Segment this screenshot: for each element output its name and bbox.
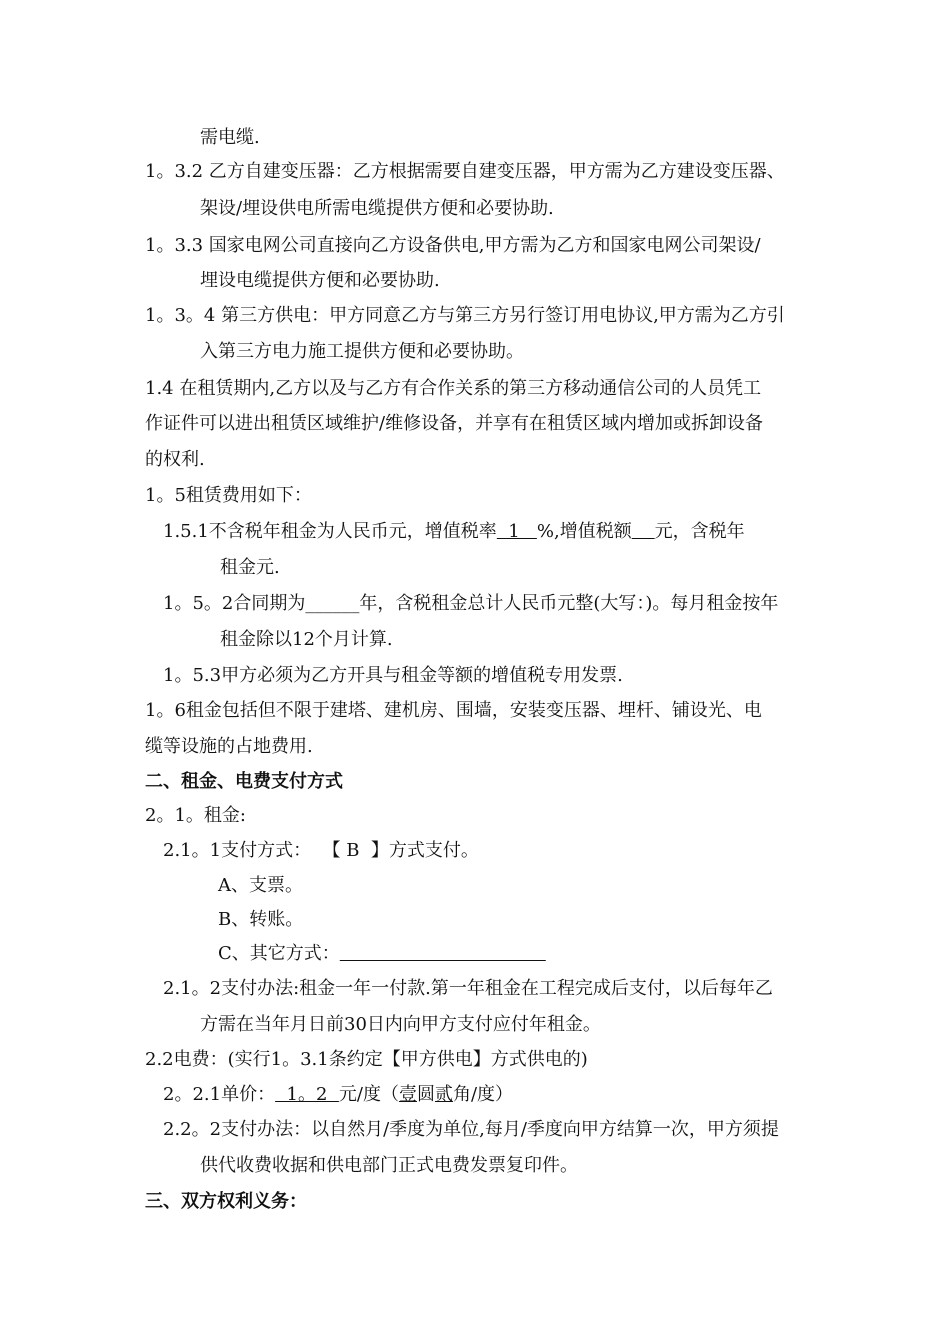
text-line: 租金除以12个月计算.: [220, 629, 393, 650]
text-line: 供代收费收据和供电部门正式电费发票复印件。: [200, 1155, 578, 1176]
clause-1-3-4: 1。3。4 第三方供电：甲方同意乙方与第三方另行签订用电协议,甲方需为乙方引: [145, 305, 785, 326]
text-span: 圆: [416, 1084, 435, 1105]
section-heading-2: 二、租金、电费支付方式: [145, 771, 343, 792]
option-c: [218, 942, 546, 966]
text-span: 1.5.1不含税年租金为人民币元，增值税率: [163, 521, 497, 542]
text-span: 壹: [398, 1084, 417, 1105]
text-span: 角/度）: [452, 1084, 514, 1105]
option-a: A、支票。: [218, 875, 303, 896]
tax-amount-blank: [632, 521, 655, 542]
clause-1-6: 1。6租金包括但不限于建塔、建机房、围墙，安装变压器、埋杆、铺设光、电: [145, 700, 762, 721]
clause-2-1-1: 2.1。1支付方式： 【 B 】方式支付。: [163, 840, 479, 861]
text-line: 埋设电缆提供方便和必要协助.: [200, 270, 440, 291]
clause-2-1: 2。1。租金:: [145, 805, 246, 826]
text-line: 需电缆.: [200, 127, 260, 148]
text-line: 入第三方电力施工提供方便和必要协助。: [200, 341, 524, 362]
text-span: 元，含税年: [654, 521, 745, 542]
section-heading-3: 三、双方权利义务：: [145, 1191, 307, 1212]
clause-1-3-2: 1。3.2 乙方自建变压器：乙方根据需要自建变压器，甲方需为乙方建设变压器、: [145, 161, 785, 182]
clause-1-5-3: 1。5.3甲方必须为乙方开具与租金等额的增值税专用发票.: [163, 665, 623, 686]
clause-1-3-3: 1。3.3 国家电网公司直接向乙方设备供电,甲方需为乙方和国家电网公司架设/: [145, 235, 761, 256]
text-span: 贰: [434, 1084, 453, 1105]
text-span: 1。5。2合同期为: [163, 593, 306, 614]
clause-1-5-2: [163, 592, 778, 616]
text-line: 方需在当年月日前30日内向甲方支付应付年租金。: [200, 1014, 601, 1035]
clause-2-2-1: [163, 1083, 513, 1107]
clause-2-2: 2.2电费：(实行1。3.1条约定【甲方供电】方式供电的): [145, 1049, 588, 1070]
option-b: B、转账。: [218, 909, 304, 930]
text-span: %,增值税额: [536, 521, 632, 542]
text-line: 作证件可以进出租赁区域维护/维修设备，并享有在租赁区域内增加或拆卸设备: [145, 413, 764, 434]
clause-1-5: 1。5租赁费用如下：: [145, 485, 312, 506]
text-span: 年，含税租金总计人民币元整(大写：)。每月租金按年: [359, 593, 779, 614]
text-line: 的权利.: [145, 449, 205, 470]
clause-1-4: 1.4 在租赁期内,乙方以及与乙方有合作关系的第三方移动通信公司的人员凭工: [145, 378, 762, 399]
tax-rate-blank: 1: [496, 521, 537, 542]
text-span: C、其它方式：: [218, 943, 340, 964]
contract-term-blank: ______: [305, 593, 360, 614]
text-line: 租金元.: [220, 557, 280, 578]
text-line: 缆等设施的占地费用.: [145, 736, 313, 757]
clause-1-5-1: [163, 520, 745, 544]
clause-2-2-2: 2.2。2支付办法：以自然月/季度为单位,每月/季度向甲方结算一次，甲方须提: [163, 1119, 779, 1140]
unit-price-blank: 1。2: [275, 1084, 339, 1105]
clause-2-1-2: 2.1。2支付办法:租金一年一付款.第一年租金在工程完成后支付，以后每年乙: [163, 978, 773, 999]
text-span: 元/度（: [338, 1084, 399, 1105]
text-span: 2。2.1单价：: [163, 1084, 276, 1105]
text-line: 架设/埋设供电所需电缆提供方便和必要协助.: [200, 198, 554, 219]
other-method-blank: [340, 943, 546, 964]
